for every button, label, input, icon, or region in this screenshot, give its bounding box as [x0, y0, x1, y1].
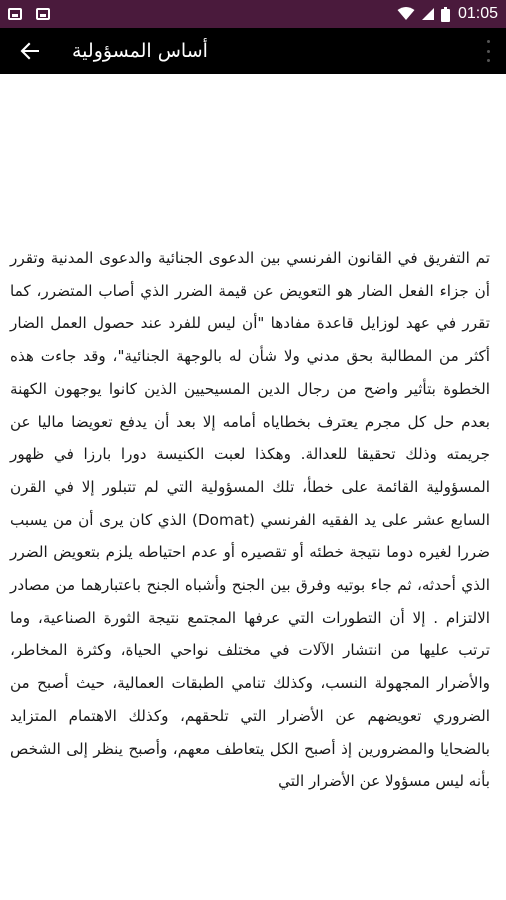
back-button[interactable]: [2, 28, 58, 74]
signal-icon: [421, 7, 435, 21]
battery-icon: [441, 7, 450, 22]
image-notification-icon: [8, 8, 22, 20]
article-body: تم التفريق في القانون الفرنسي بين الدعوى الجنائية والدعوى المدنية وتقرر أن جزاء الفعل الضار هو التعويض عن قيمة الضرر الذي أصاب المتضرر، كما تقرر في عهد لوزايل قاعدة مفادها "أن ليس للفرد عند حصول العمل الضار أكثر من المطالبة بحق مدني ولا شأن له بالوجهة الجنائية"، وقد جاءت هذه الخطوة بتأثير واضح من رجال الدين المسيحيين الذين كانوا يوجهون الكهنة بعدم حل كل مجرم يعترف بخطاياه أمامه إلا بعد أن يدفع تعويضا ماليا عن جريمته وذلك تحقيقا للعدالة. وهكذا لعبت الكنيسة دورا بارزا في ظهور المسؤولية القائمة على خطأ، تلك المسؤولية التي لم تتبلور إلا في القرن السابع عشر على يد الفقيه الفرنسي (Domat) الذي كان يرى أن من يسبب ضررا لغيره دوما نتيجة خطئه أو تقصيره أو عدم احتياطه يلزم بتعويض الضرر الذي أحدثه، ثم جاء بوتيه وفرق بين الجنح وأشباه الجنح باعتبارهما من مصادر الالتزام . إلا أن التطورات التي عرفها المجتمع نتيجة الثورة الصناعية، وما ترتب عليها من انتشار الآلات في مختلف نواحي الحياة، وكثرة المخاطر، والأضرار المجهولة النسب، وكذلك تنامي الطبقات العمالية، حيث أصبح من الضروري تعويضهم عن الأضرار التي تلحقهم، وكذلك الاهتمام المتزايد بالضحايا والمضرورين إذ أصبح الكل يتعاطف معهم، وأصبح ينظر إلى الشخص بأنه ليس مسؤولا عن الأضرار التي: [10, 249, 490, 791]
clock: 01:05: [457, 5, 498, 22]
notification-icons: [8, 8, 50, 20]
more-vert-icon: [487, 40, 490, 43]
more-options-button[interactable]: [480, 40, 496, 62]
arrow-back-icon: [20, 41, 40, 61]
wifi-icon: [397, 7, 415, 21]
page-title: أساس المسؤولية: [72, 40, 208, 62]
image-notification-icon: [36, 8, 50, 20]
system-icons: [397, 5, 498, 23]
app-bar: [0, 28, 506, 74]
status-bar: [0, 0, 506, 28]
